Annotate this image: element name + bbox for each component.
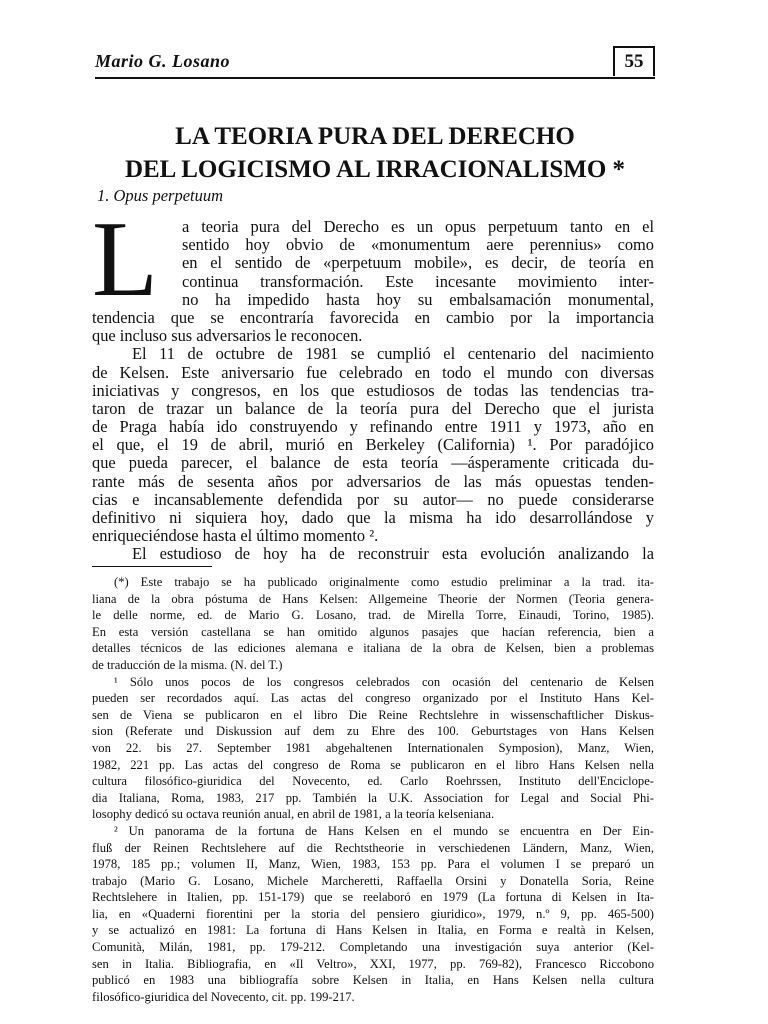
footnote-line: En esta versión castellana se han omitido algunos pasajes que hacían referencia, bien a <box>92 624 654 639</box>
footnote-line: lia, en «Quaderni fiorentini per la storia del pensiero giuridico», 1979, n.º 9, pp. 465-500) <box>92 906 654 921</box>
body-line: que incluso sus adversarios le reconocen. <box>92 326 363 346</box>
footnote-line: pueden ser recordados aquí. Las actas del congreso organizado por el Instituto Hans Kel- <box>92 691 654 706</box>
running-header-author: Mario G. Losano <box>95 51 231 71</box>
footnote-line: detalles técnicos de las ediciones alemana e italiana de la obra de Kelsen, bien a problemas <box>92 641 654 656</box>
footnote-line: le delle norme, ed. de Mario G. Losano, trad. de Mirella Torre, Einaudi, Torino, 1985). <box>92 608 654 623</box>
footnote-line: 1982, 221 pp. Las actas del congreso de Roma se publicaron en el libro Hans Kelsen nella <box>92 757 654 772</box>
footnote-line: filosófico-giuridica del Novecento, cit. pp. 199-217. <box>92 989 355 1004</box>
footnote-line: cultura filosófico-giuridica del Novecento, ed. Carlo Roehrssen, Instituto dell'Enciclope- <box>92 774 654 789</box>
body-line: tendencia que se encontraría favorecida en cambio por la importancia <box>92 307 654 327</box>
body-line: a teoria pura del Derecho es un opus perpetuum tanto en el <box>182 217 654 236</box>
body-line: no ha impedido hasta hoy su embalsamación monumental, <box>182 289 654 309</box>
body-line: enriqueciéndose hasta el último momento ². <box>92 526 379 546</box>
body-line: el que, el 19 de abril, murió en Berkeley (California) ¹. Por paradójico <box>92 435 654 455</box>
body-line: en el sentido de «perpetuum mobile», es decir, de teoría en <box>182 253 654 273</box>
footnote-line: 1978, 185 pp.; volumen II, Manz, Wien, 1983, 153 pp. Para el volumen I se preparó un <box>92 857 654 872</box>
body-line: taron de trazar un balance de la teoría pura del Derecho que el jurista <box>92 398 654 418</box>
body-text <box>92 218 654 564</box>
footnote-line: Comunità, Milán, 1981, pp. 179-212. Completando una investigación suya anterior (Kel- <box>92 940 654 955</box>
section-heading: 1. Opus perpetuum <box>97 186 224 205</box>
header-rule <box>95 77 655 79</box>
body-line: iniciativas y congresos, en los que estudiosos de todas las tendencias tra- <box>92 380 654 400</box>
footnote-line: y se actualizó en 1981: La fortuna di Hans Kelsen in Italia, en Forma e realtà in Kelsen, <box>92 923 654 938</box>
body-line: sentido hoy obvio de «monumentum aere perennius» como <box>182 235 654 255</box>
footnote-line: ² Un panorama de la fortuna de Hans Kelsen en el mundo se encuentra en Der Ein- <box>114 823 654 838</box>
body-line: definitivo ni siquiera hoy, dado que la misma ha ido desarrollándose y <box>92 508 654 527</box>
footnote-line: Rechtslehere in Italien, pp. 151-179) que se reelaboró en 1979 (La fortuna di Kelsen in Ita- <box>92 890 654 905</box>
footnote-line: ¹ Sólo unos pocos de los congresos celebrados con ocasión del centenario de Kelsen <box>114 674 654 689</box>
body-line: cias e incansablemente defendida por su autor— no puede considerarse <box>92 489 654 509</box>
body-line: continua transformación. Este incesante movimiento inter- <box>182 271 654 291</box>
footnote-line: sen de Viena se publicaron en el libro Die Reine Rechtslehre in wissenschaftlicher Diskus- <box>92 707 654 722</box>
footnotes <box>92 574 654 1005</box>
footnote-line: trabajo (Mario G. Losano, Michele Marcheretti, Raffaella Orsini y Donatella Soria, Reine <box>92 873 654 888</box>
article-title-line-2: DEL LOGICISMO AL IRRACIONALISMO * <box>124 156 626 183</box>
footnote-line: dia Italiana, Roma, 1983, 217 pp. También la U.K. Association for Legal and Social Phi- <box>92 790 654 805</box>
footnote-line: sion (Referate und Diskussion auf dem zu Ehre des 100. Geburtstages von Hans Kelsen <box>92 724 654 739</box>
footnote-line: (*) Este trabajo se ha publicado originalmente como estudio preliminar a la trad. ita- <box>114 575 654 589</box>
body-line: El 11 de octubre de 1981 se cumplió el centenario del nacimiento <box>132 344 654 364</box>
article-title-line-1: LA TEORIA PURA DEL DERECHO <box>175 123 575 150</box>
body-line: que pueda parecer, el balance de esta teoría —ásperamente criticada du- <box>92 453 654 473</box>
body-line: El estudioso de hoy ha de reconstruir esta evolución analizando la <box>132 544 654 564</box>
footnote-line: publicó en 1983 una bibliografía sobre Kelsen in Italia, en Hans Kelsen nella cultura <box>92 973 654 988</box>
footnote-line: sen in Italia. Bibliografia, en «Il Veltro», XXI, 1977, pp. 769-82), Francesco Riccobono <box>92 956 654 971</box>
drop-cap: L <box>92 200 158 319</box>
footnote-line: losophy dedicó su octava reunión anual, en abril de 1981, a la teoría kelseniana. <box>92 807 495 822</box>
running-header <box>95 46 655 80</box>
body-line: de Kelsen. Este aniversario fue celebrado en todo el mundo con diversas <box>92 362 654 382</box>
article-title <box>95 120 655 186</box>
body-line: rante más de sesenta años por adversarios de las más opuestas tenden- <box>92 471 654 491</box>
page-number: 55 <box>613 46 655 76</box>
body-line: de Praga había ido construyendo y refinando entre 1911 y 1973, año en <box>92 417 654 437</box>
footnote-rule <box>92 566 212 567</box>
footnote-line: fluß der Reinen Rechtslehere auf die Rechtstheorie in verschiedenen Ländern, Manz, Wien, <box>92 840 654 855</box>
footnote-line: von 22. bis 27. September 1981 abgehaltenen Internationalen Symposion), Manz, Wien, <box>92 740 654 755</box>
footnote-line: liana de la obra póstuma de Hans Kelsen: Allgemeine Theorie der Normen (Teoria genera- <box>92 591 654 606</box>
footnote-line: de traducción de la misma. (N. del T.) <box>92 657 283 672</box>
